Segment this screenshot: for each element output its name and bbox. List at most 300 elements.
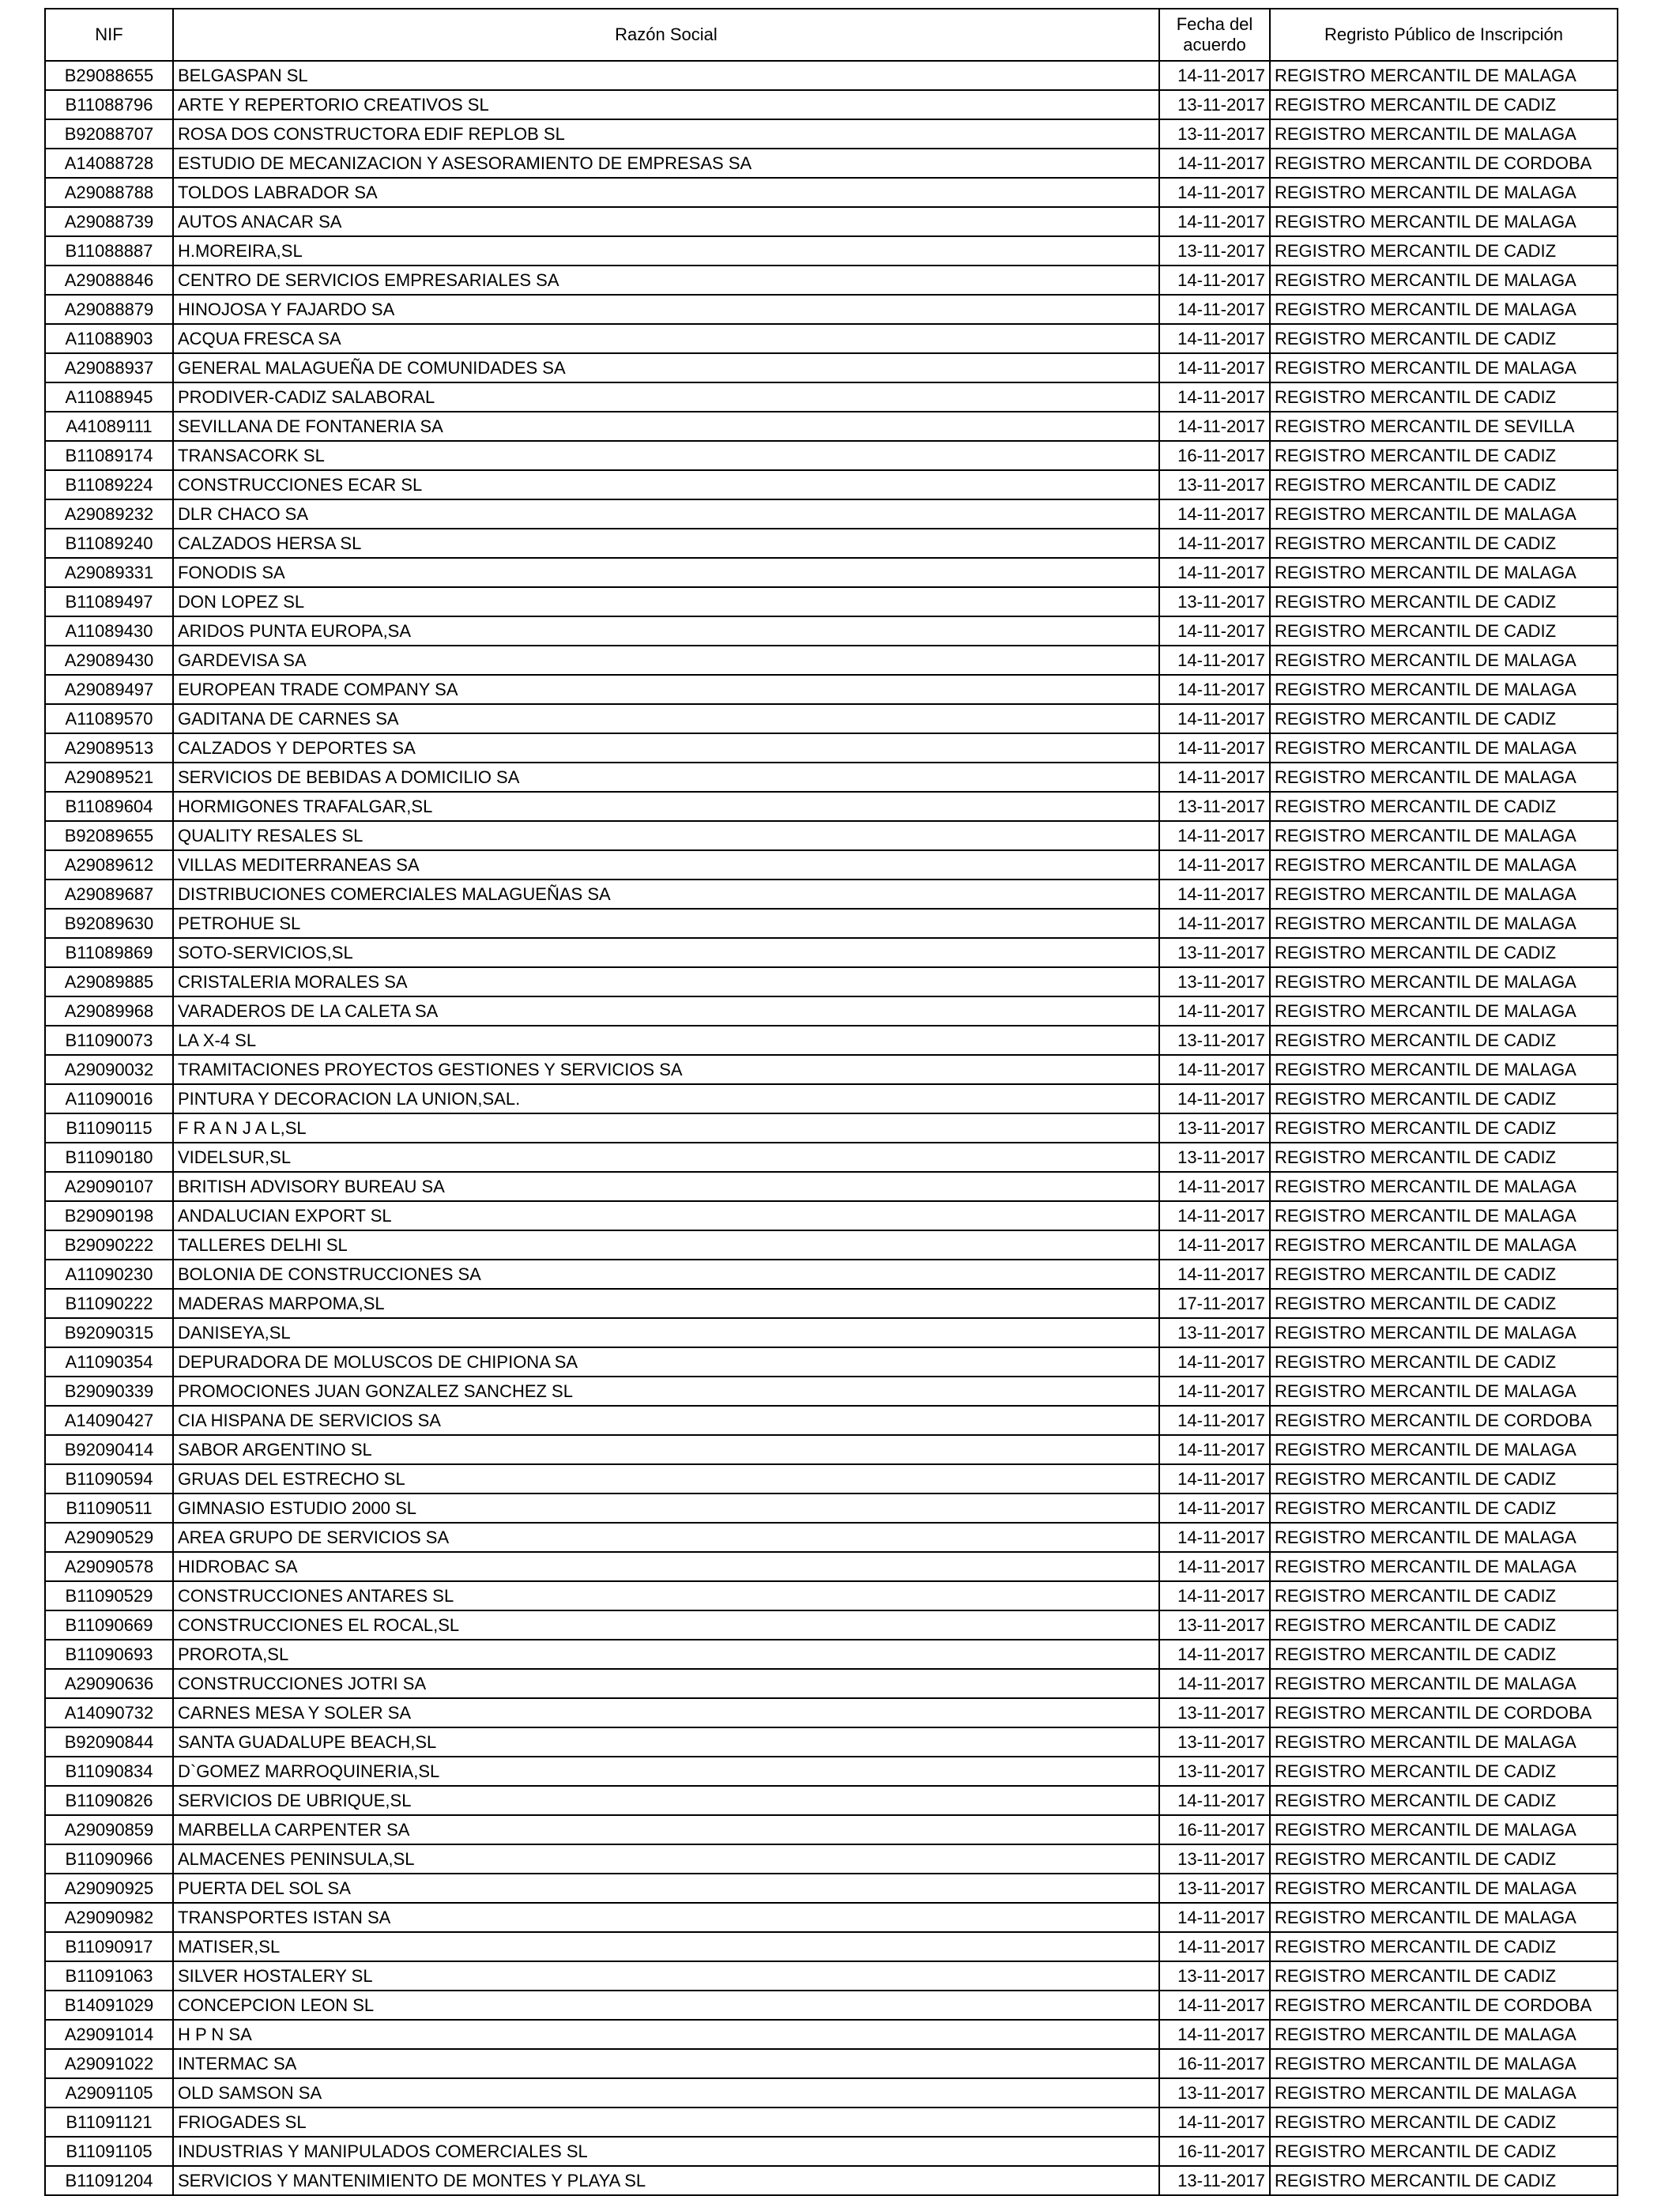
cell-razon-social: INDUSTRIAS Y MANIPULADOS COMERCIALES SL xyxy=(173,2137,1159,2166)
cell-razon-social: BOLONIA DE CONSTRUCCIONES SA xyxy=(173,1260,1159,1289)
cell-nif: A29090529 xyxy=(45,1523,173,1552)
cell-fecha: 13-11-2017 xyxy=(1159,587,1270,616)
cell-registro: REGISTRO MERCANTIL DE CADIZ xyxy=(1270,2166,1618,2195)
cell-razon-social: SEVILLANA DE FONTANERIA SA xyxy=(173,412,1159,441)
cell-razon-social: CONCEPCION LEON SL xyxy=(173,1991,1159,2020)
cell-registro: REGISTRO MERCANTIL DE MALAGA xyxy=(1270,1435,1618,1464)
cell-nif: A14090427 xyxy=(45,1406,173,1435)
cell-razon-social: PINTURA Y DECORACION LA UNION,SAL. xyxy=(173,1084,1159,1113)
cell-fecha: 14-11-2017 xyxy=(1159,1581,1270,1610)
cell-nif: A29091022 xyxy=(45,2049,173,2078)
cell-razon-social: PROROTA,SL xyxy=(173,1640,1159,1669)
cell-razon-social: ROSA DOS CONSTRUCTORA EDIF REPLOB SL xyxy=(173,119,1159,149)
cell-fecha: 14-11-2017 xyxy=(1159,207,1270,236)
table-row xyxy=(45,470,1618,499)
table-row xyxy=(45,1084,1618,1113)
cell-fecha: 14-11-2017 xyxy=(1159,1201,1270,1230)
cell-nif: B11089174 xyxy=(45,441,173,470)
cell-nif: A29090107 xyxy=(45,1172,173,1201)
table-row xyxy=(45,90,1618,119)
cell-fecha: 14-11-2017 xyxy=(1159,412,1270,441)
cell-fecha: 14-11-2017 xyxy=(1159,353,1270,382)
cell-razon-social: DANISEYA,SL xyxy=(173,1318,1159,1347)
cell-razon-social: SABOR ARGENTINO SL xyxy=(173,1435,1159,1464)
cell-fecha: 14-11-2017 xyxy=(1159,1435,1270,1464)
table-row xyxy=(45,1610,1618,1640)
cell-fecha: 13-11-2017 xyxy=(1159,1143,1270,1172)
cell-fecha: 14-11-2017 xyxy=(1159,763,1270,792)
cell-nif: A41089111 xyxy=(45,412,173,441)
cell-fecha: 14-11-2017 xyxy=(1159,1552,1270,1581)
cell-fecha: 14-11-2017 xyxy=(1159,1991,1270,2020)
cell-nif: B11090826 xyxy=(45,1786,173,1815)
cell-nif: B11091204 xyxy=(45,2166,173,2195)
cell-fecha: 14-11-2017 xyxy=(1159,178,1270,207)
cell-nif: B29090198 xyxy=(45,1201,173,1230)
table-row xyxy=(45,1026,1618,1055)
cell-razon-social: AUTOS ANACAR SA xyxy=(173,207,1159,236)
cell-fecha: 14-11-2017 xyxy=(1159,646,1270,675)
cell-razon-social: SOTO-SERVICIOS,SL xyxy=(173,938,1159,967)
cell-razon-social: VILLAS MEDITERRANEAS SA xyxy=(173,850,1159,880)
cell-razon-social: SERVICIOS DE UBRIQUE,SL xyxy=(173,1786,1159,1815)
cell-fecha: 13-11-2017 xyxy=(1159,470,1270,499)
cell-registro: REGISTRO MERCANTIL DE CADIZ xyxy=(1270,1932,1618,1961)
cell-fecha: 13-11-2017 xyxy=(1159,1698,1270,1727)
cell-razon-social: DEPURADORA DE MOLUSCOS DE CHIPIONA SA xyxy=(173,1347,1159,1377)
cell-fecha: 14-11-2017 xyxy=(1159,821,1270,850)
cell-razon-social: CONSTRUCCIONES ANTARES SL xyxy=(173,1581,1159,1610)
table-row xyxy=(45,1844,1618,1874)
cell-nif: B11090529 xyxy=(45,1581,173,1610)
cell-registro: REGISTRO MERCANTIL DE CADIZ xyxy=(1270,792,1618,821)
cell-fecha: 14-11-2017 xyxy=(1159,1347,1270,1377)
cell-registro: REGISTRO MERCANTIL DE CADIZ xyxy=(1270,382,1618,412)
cell-nif: B92090315 xyxy=(45,1318,173,1347)
cell-registro: REGISTRO MERCANTIL DE MALAGA xyxy=(1270,733,1618,763)
cell-fecha: 16-11-2017 xyxy=(1159,1815,1270,1844)
cell-razon-social: GADITANA DE CARNES SA xyxy=(173,704,1159,733)
table-row xyxy=(45,675,1618,704)
cell-razon-social: FONODIS SA xyxy=(173,558,1159,587)
cell-nif: B11091105 xyxy=(45,2137,173,2166)
cell-razon-social: MADERAS MARPOMA,SL xyxy=(173,1289,1159,1318)
cell-razon-social: MARBELLA CARPENTER SA xyxy=(173,1815,1159,1844)
cell-fecha: 14-11-2017 xyxy=(1159,1640,1270,1669)
table-row xyxy=(45,733,1618,763)
table-row xyxy=(45,1640,1618,1669)
cell-registro: REGISTRO MERCANTIL DE CORDOBA xyxy=(1270,1406,1618,1435)
cell-razon-social: HINOJOSA Y FAJARDO SA xyxy=(173,295,1159,324)
cell-registro: REGISTRO MERCANTIL DE CORDOBA xyxy=(1270,1698,1618,1727)
cell-fecha: 14-11-2017 xyxy=(1159,499,1270,529)
cell-nif: A29088846 xyxy=(45,266,173,295)
cell-registro: REGISTRO MERCANTIL DE MALAGA xyxy=(1270,178,1618,207)
table-row xyxy=(45,178,1618,207)
cell-razon-social: OLD SAMSON SA xyxy=(173,2078,1159,2107)
header-row xyxy=(45,9,1618,61)
cell-registro: REGISTRO MERCANTIL DE MALAGA xyxy=(1270,499,1618,529)
cell-registro: REGISTRO MERCANTIL DE CADIZ xyxy=(1270,1581,1618,1610)
cell-nif: B11089224 xyxy=(45,470,173,499)
table-row xyxy=(45,266,1618,295)
table-row xyxy=(45,1669,1618,1698)
table-row xyxy=(45,1230,1618,1260)
cell-registro: REGISTRO MERCANTIL DE MALAGA xyxy=(1270,2020,1618,2049)
cell-nif: A14088728 xyxy=(45,149,173,178)
cell-registro: REGISTRO MERCANTIL DE MALAGA xyxy=(1270,2078,1618,2107)
table-row xyxy=(45,1055,1618,1084)
table-row xyxy=(45,412,1618,441)
cell-razon-social: GIMNASIO ESTUDIO 2000 SL xyxy=(173,1494,1159,1523)
cell-nif: A29089331 xyxy=(45,558,173,587)
cell-razon-social: ACQUA FRESCA SA xyxy=(173,324,1159,353)
table-row xyxy=(45,1172,1618,1201)
cell-fecha: 13-11-2017 xyxy=(1159,2078,1270,2107)
cell-registro: REGISTRO MERCANTIL DE CADIZ xyxy=(1270,1844,1618,1874)
table-row xyxy=(45,529,1618,558)
cell-registro: REGISTRO MERCANTIL DE MALAGA xyxy=(1270,1201,1618,1230)
cell-nif: A11088945 xyxy=(45,382,173,412)
cell-fecha: 13-11-2017 xyxy=(1159,1844,1270,1874)
cell-nif: A11090354 xyxy=(45,1347,173,1377)
cell-fecha: 13-11-2017 xyxy=(1159,1318,1270,1347)
cell-fecha: 14-11-2017 xyxy=(1159,149,1270,178)
cell-razon-social: ESTUDIO DE MECANIZACION Y ASESORAMIENTO DE EMPRESAS SA xyxy=(173,149,1159,178)
cell-razon-social: CALZADOS Y DEPORTES SA xyxy=(173,733,1159,763)
table-row xyxy=(45,763,1618,792)
cell-nif: B11090511 xyxy=(45,1494,173,1523)
cell-razon-social: SERVICIOS DE BEBIDAS A DOMICILIO SA xyxy=(173,763,1159,792)
cell-nif: B11090966 xyxy=(45,1844,173,1874)
cell-registro: REGISTRO MERCANTIL DE MALAGA xyxy=(1270,2049,1618,2078)
cell-registro: REGISTRO MERCANTIL DE CADIZ xyxy=(1270,587,1618,616)
cell-registro: REGISTRO MERCANTIL DE CADIZ xyxy=(1270,1640,1618,1669)
cell-nif: A29088879 xyxy=(45,295,173,324)
cell-razon-social: ARIDOS PUNTA EUROPA,SA xyxy=(173,616,1159,646)
table-row xyxy=(45,149,1618,178)
table-row xyxy=(45,119,1618,149)
cell-razon-social: TALLERES DELHI SL xyxy=(173,1230,1159,1260)
cell-razon-social: DISTRIBUCIONES COMERCIALES MALAGUEÑAS SA xyxy=(173,880,1159,909)
cell-fecha: 13-11-2017 xyxy=(1159,967,1270,996)
table-row xyxy=(45,792,1618,821)
table-row xyxy=(45,1786,1618,1815)
cell-nif: B11089604 xyxy=(45,792,173,821)
table-row xyxy=(45,1581,1618,1610)
table-row xyxy=(45,441,1618,470)
cell-registro: REGISTRO MERCANTIL DE MALAGA xyxy=(1270,1727,1618,1757)
table-row xyxy=(45,2078,1618,2107)
cell-nif: A29088739 xyxy=(45,207,173,236)
cell-nif: B11090669 xyxy=(45,1610,173,1640)
cell-razon-social: SILVER HOSTALERY SL xyxy=(173,1961,1159,1991)
cell-razon-social: INTERMAC SA xyxy=(173,2049,1159,2078)
cell-fecha: 14-11-2017 xyxy=(1159,382,1270,412)
cell-nif: B11090222 xyxy=(45,1289,173,1318)
cell-fecha: 13-11-2017 xyxy=(1159,1874,1270,1903)
table-row xyxy=(45,61,1618,90)
cell-fecha: 17-11-2017 xyxy=(1159,1289,1270,1318)
cell-fecha: 14-11-2017 xyxy=(1159,2107,1270,2137)
cell-registro: REGISTRO MERCANTIL DE MALAGA xyxy=(1270,266,1618,295)
cell-razon-social: CENTRO DE SERVICIOS EMPRESARIALES SA xyxy=(173,266,1159,295)
cell-nif: A29088937 xyxy=(45,353,173,382)
table-row xyxy=(45,704,1618,733)
cell-registro: REGISTRO MERCANTIL DE MALAGA xyxy=(1270,1230,1618,1260)
cell-nif: A29089687 xyxy=(45,880,173,909)
cell-razon-social: TOLDOS LABRADOR SA xyxy=(173,178,1159,207)
cell-razon-social: TRAMITACIONES PROYECTOS GESTIONES Y SERVICIOS SA xyxy=(173,1055,1159,1084)
header-registro: Regristo Público de Inscripción xyxy=(1270,9,1618,61)
cell-registro: REGISTRO MERCANTIL DE MALAGA xyxy=(1270,558,1618,587)
cell-razon-social: ARTE Y REPERTORIO CREATIVOS SL xyxy=(173,90,1159,119)
cell-fecha: 14-11-2017 xyxy=(1159,1669,1270,1698)
cell-nif: B11091121 xyxy=(45,2107,173,2137)
cell-fecha: 14-11-2017 xyxy=(1159,1786,1270,1815)
cell-nif: B11090115 xyxy=(45,1113,173,1143)
cell-nif: A29091014 xyxy=(45,2020,173,2049)
cell-razon-social: DLR CHACO SA xyxy=(173,499,1159,529)
table-row xyxy=(45,1698,1618,1727)
table-row xyxy=(45,1464,1618,1494)
cell-nif: B11090594 xyxy=(45,1464,173,1494)
cell-registro: REGISTRO MERCANTIL DE CADIZ xyxy=(1270,1494,1618,1523)
cell-razon-social: SANTA GUADALUPE BEACH,SL xyxy=(173,1727,1159,1757)
cell-fecha: 13-11-2017 xyxy=(1159,1961,1270,1991)
cell-razon-social: HORMIGONES TRAFALGAR,SL xyxy=(173,792,1159,821)
cell-nif: A11088903 xyxy=(45,324,173,353)
table-row xyxy=(45,1552,1618,1581)
cell-nif: A11090230 xyxy=(45,1260,173,1289)
table-row xyxy=(45,1143,1618,1172)
table-row xyxy=(45,1991,1618,2020)
cell-fecha: 14-11-2017 xyxy=(1159,1084,1270,1113)
cell-registro: REGISTRO MERCANTIL DE MALAGA xyxy=(1270,646,1618,675)
cell-registro: REGISTRO MERCANTIL DE CADIZ xyxy=(1270,441,1618,470)
cell-registro: REGISTRO MERCANTIL DE MALAGA xyxy=(1270,1055,1618,1084)
cell-registro: REGISTRO MERCANTIL DE MALAGA xyxy=(1270,1172,1618,1201)
cell-razon-social: ANDALUCIAN EXPORT SL xyxy=(173,1201,1159,1230)
cell-registro: REGISTRO MERCANTIL DE MALAGA xyxy=(1270,675,1618,704)
table-row xyxy=(45,938,1618,967)
cell-registro: REGISTRO MERCANTIL DE CADIZ xyxy=(1270,2107,1618,2137)
cell-nif: A29089885 xyxy=(45,967,173,996)
cell-registro: REGISTRO MERCANTIL DE CADIZ xyxy=(1270,1610,1618,1640)
cell-nif: A29090578 xyxy=(45,1552,173,1581)
cell-registro: REGISTRO MERCANTIL DE CADIZ xyxy=(1270,529,1618,558)
table-header xyxy=(45,9,1618,61)
cell-registro: REGISTRO MERCANTIL DE MALAGA xyxy=(1270,909,1618,938)
cell-nif: A29089232 xyxy=(45,499,173,529)
table-row xyxy=(45,1903,1618,1932)
table-row xyxy=(45,587,1618,616)
cell-nif: A29090982 xyxy=(45,1903,173,1932)
cell-razon-social: FRIOGADES SL xyxy=(173,2107,1159,2137)
cell-nif: A29089430 xyxy=(45,646,173,675)
cell-registro: REGISTRO MERCANTIL DE CADIZ xyxy=(1270,1289,1618,1318)
table-row xyxy=(45,1815,1618,1844)
cell-fecha: 14-11-2017 xyxy=(1159,909,1270,938)
cell-registro: REGISTRO MERCANTIL DE MALAGA xyxy=(1270,763,1618,792)
cell-registro: REGISTRO MERCANTIL DE MALAGA xyxy=(1270,353,1618,382)
cell-fecha: 13-11-2017 xyxy=(1159,90,1270,119)
cell-fecha: 14-11-2017 xyxy=(1159,1230,1270,1260)
cell-fecha: 14-11-2017 xyxy=(1159,266,1270,295)
cell-razon-social: H P N SA xyxy=(173,2020,1159,2049)
table-row xyxy=(45,996,1618,1026)
cell-registro: REGISTRO MERCANTIL DE CADIZ xyxy=(1270,1143,1618,1172)
cell-nif: A29089521 xyxy=(45,763,173,792)
cell-razon-social: ALMACENES PENINSULA,SL xyxy=(173,1844,1159,1874)
cell-registro: REGISTRO MERCANTIL DE CADIZ xyxy=(1270,1113,1618,1143)
cell-registro: REGISTRO MERCANTIL DE MALAGA xyxy=(1270,1318,1618,1347)
table-row xyxy=(45,1961,1618,1991)
cell-registro: REGISTRO MERCANTIL DE CADIZ xyxy=(1270,938,1618,967)
cell-fecha: 14-11-2017 xyxy=(1159,2020,1270,2049)
cell-registro: REGISTRO MERCANTIL DE CADIZ xyxy=(1270,1757,1618,1786)
cell-razon-social: SERVICIOS Y MANTENIMIENTO DE MONTES Y PLAYA SL xyxy=(173,2166,1159,2195)
table-row xyxy=(45,909,1618,938)
table-row xyxy=(45,967,1618,996)
cell-razon-social: H.MOREIRA,SL xyxy=(173,236,1159,266)
cell-fecha: 14-11-2017 xyxy=(1159,1523,1270,1552)
cell-registro: REGISTRO MERCANTIL DE CADIZ xyxy=(1270,90,1618,119)
cell-registro: REGISTRO MERCANTIL DE MALAGA xyxy=(1270,821,1618,850)
table-row xyxy=(45,880,1618,909)
cell-nif: B11091063 xyxy=(45,1961,173,1991)
table-row xyxy=(45,646,1618,675)
cell-nif: B29090222 xyxy=(45,1230,173,1260)
cell-nif: A29089968 xyxy=(45,996,173,1026)
cell-registro: REGISTRO MERCANTIL DE CADIZ xyxy=(1270,616,1618,646)
table-row xyxy=(45,558,1618,587)
table-row xyxy=(45,1874,1618,1903)
cell-razon-social: CONSTRUCCIONES EL ROCAL,SL xyxy=(173,1610,1159,1640)
cell-fecha: 14-11-2017 xyxy=(1159,996,1270,1026)
cell-fecha: 14-11-2017 xyxy=(1159,616,1270,646)
cell-razon-social: TRANSPORTES ISTAN SA xyxy=(173,1903,1159,1932)
header-fecha-acuerdo xyxy=(1159,9,1270,61)
table-row xyxy=(45,850,1618,880)
cell-registro: REGISTRO MERCANTIL DE MALAGA xyxy=(1270,850,1618,880)
cell-nif: A29090636 xyxy=(45,1669,173,1698)
cell-nif: A29089513 xyxy=(45,733,173,763)
cell-nif: A29089612 xyxy=(45,850,173,880)
cell-fecha: 14-11-2017 xyxy=(1159,558,1270,587)
table-row xyxy=(45,2137,1618,2166)
cell-fecha: 14-11-2017 xyxy=(1159,324,1270,353)
cell-registro: REGISTRO MERCANTIL DE MALAGA xyxy=(1270,1377,1618,1406)
cell-fecha: 14-11-2017 xyxy=(1159,1903,1270,1932)
cell-nif: A11090016 xyxy=(45,1084,173,1113)
table-row xyxy=(45,382,1618,412)
cell-registro: REGISTRO MERCANTIL DE CORDOBA xyxy=(1270,1991,1618,2020)
cell-nif: A11089430 xyxy=(45,616,173,646)
cell-razon-social: CONSTRUCCIONES ECAR SL xyxy=(173,470,1159,499)
table-row xyxy=(45,1260,1618,1289)
cell-fecha: 14-11-2017 xyxy=(1159,529,1270,558)
cell-fecha: 14-11-2017 xyxy=(1159,1260,1270,1289)
cell-nif: B11089497 xyxy=(45,587,173,616)
cell-fecha: 14-11-2017 xyxy=(1159,880,1270,909)
cell-nif: B11088887 xyxy=(45,236,173,266)
cell-fecha: 16-11-2017 xyxy=(1159,441,1270,470)
cell-razon-social: GARDEVISA SA xyxy=(173,646,1159,675)
table-row xyxy=(45,1318,1618,1347)
cell-registro: REGISTRO MERCANTIL DE CADIZ xyxy=(1270,1464,1618,1494)
cell-razon-social: PROMOCIONES JUAN GONZALEZ SANCHEZ SL xyxy=(173,1377,1159,1406)
table-row xyxy=(45,821,1618,850)
cell-fecha: 14-11-2017 xyxy=(1159,704,1270,733)
cell-fecha: 13-11-2017 xyxy=(1159,1026,1270,1055)
cell-nif: B14091029 xyxy=(45,1991,173,2020)
table-row xyxy=(45,616,1618,646)
cell-razon-social: PRODIVER-CADIZ SALABORAL xyxy=(173,382,1159,412)
cell-razon-social: LA X-4 SL xyxy=(173,1026,1159,1055)
cell-fecha: 13-11-2017 xyxy=(1159,1610,1270,1640)
cell-fecha: 13-11-2017 xyxy=(1159,1757,1270,1786)
cell-razon-social: DON LOPEZ SL xyxy=(173,587,1159,616)
header-nif: NIF xyxy=(45,9,173,61)
cell-fecha: 13-11-2017 xyxy=(1159,1113,1270,1143)
table-row xyxy=(45,295,1618,324)
cell-nif: B11090917 xyxy=(45,1932,173,1961)
cell-nif: B92088707 xyxy=(45,119,173,149)
cell-fecha: 13-11-2017 xyxy=(1159,119,1270,149)
table-row xyxy=(45,2049,1618,2078)
table-body xyxy=(45,61,1618,2195)
cell-nif: A29090925 xyxy=(45,1874,173,1903)
cell-razon-social: BELGASPAN SL xyxy=(173,61,1159,90)
table-row xyxy=(45,1435,1618,1464)
cell-fecha: 14-11-2017 xyxy=(1159,1464,1270,1494)
cell-nif: B29090339 xyxy=(45,1377,173,1406)
cell-registro: REGISTRO MERCANTIL DE MALAGA xyxy=(1270,61,1618,90)
cell-razon-social: PUERTA DEL SOL SA xyxy=(173,1874,1159,1903)
cell-razon-social: GENERAL MALAGUEÑA DE COMUNIDADES SA xyxy=(173,353,1159,382)
cell-registro: REGISTRO MERCANTIL DE CADIZ xyxy=(1270,470,1618,499)
cell-razon-social: GRUAS DEL ESTRECHO SL xyxy=(173,1464,1159,1494)
cell-registro: REGISTRO MERCANTIL DE MALAGA xyxy=(1270,1903,1618,1932)
cell-registro: REGISTRO MERCANTIL DE MALAGA xyxy=(1270,1523,1618,1552)
cell-fecha: 14-11-2017 xyxy=(1159,1932,1270,1961)
cell-nif: B29088655 xyxy=(45,61,173,90)
cell-razon-social: PETROHUE SL xyxy=(173,909,1159,938)
cell-registro: REGISTRO MERCANTIL DE MALAGA xyxy=(1270,1874,1618,1903)
cell-registro: REGISTRO MERCANTIL DE CADIZ xyxy=(1270,1084,1618,1113)
table-row xyxy=(45,207,1618,236)
cell-nif: B11089869 xyxy=(45,938,173,967)
cell-razon-social: CONSTRUCCIONES JOTRI SA xyxy=(173,1669,1159,1698)
cell-registro: REGISTRO MERCANTIL DE MALAGA xyxy=(1270,119,1618,149)
header-fecha-line2: acuerdo xyxy=(1183,35,1246,55)
cell-registro: REGISTRO MERCANTIL DE CORDOBA xyxy=(1270,149,1618,178)
cell-registro: REGISTRO MERCANTIL DE SEVILLA xyxy=(1270,412,1618,441)
cell-nif: A29088788 xyxy=(45,178,173,207)
cell-registro: REGISTRO MERCANTIL DE MALAGA xyxy=(1270,1815,1618,1844)
cell-registro: REGISTRO MERCANTIL DE CADIZ xyxy=(1270,236,1618,266)
cell-razon-social: CARNES MESA Y SOLER SA xyxy=(173,1698,1159,1727)
table-row xyxy=(45,1289,1618,1318)
cell-razon-social: VARADEROS DE LA CALETA SA xyxy=(173,996,1159,1026)
table-row xyxy=(45,2020,1618,2049)
cell-registro: REGISTRO MERCANTIL DE MALAGA xyxy=(1270,207,1618,236)
cell-fecha: 13-11-2017 xyxy=(1159,792,1270,821)
cell-registro: REGISTRO MERCANTIL DE MALAGA xyxy=(1270,295,1618,324)
cell-fecha: 14-11-2017 xyxy=(1159,1172,1270,1201)
cell-fecha: 14-11-2017 xyxy=(1159,1494,1270,1523)
